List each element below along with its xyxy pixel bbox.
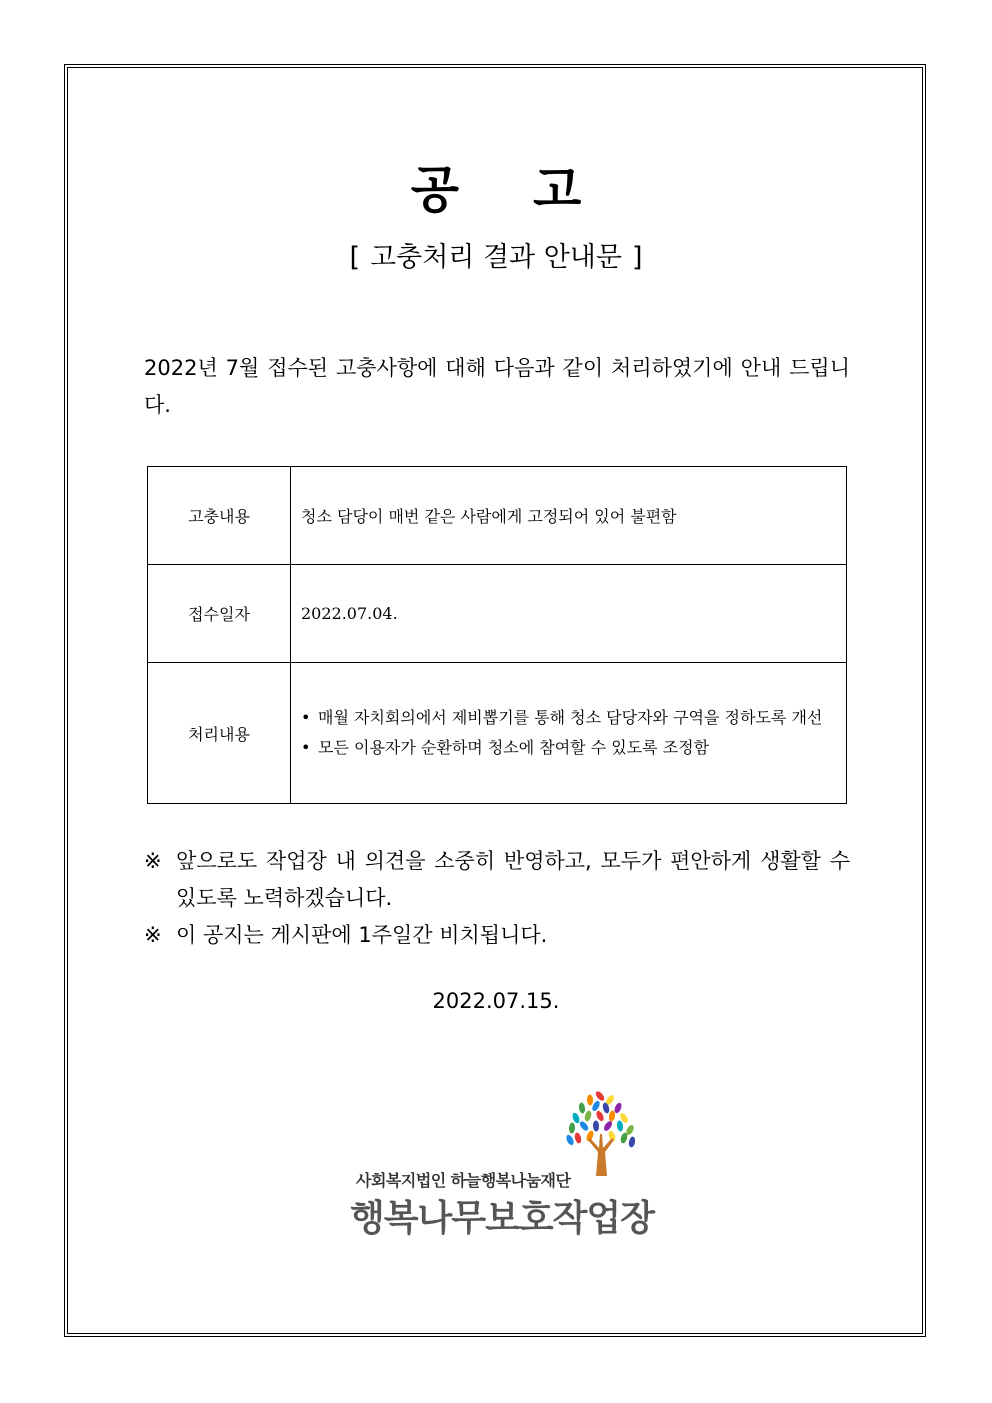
leaf-icon: [616, 1120, 623, 1132]
intro-paragraph: 2022년 7월 접수된 고충사항에 대해 다음과 같이 처리하였기에 안내 드립니다.: [144, 356, 850, 417]
leaf-icon: [594, 1090, 606, 1102]
leaf-icon: [584, 1110, 593, 1122]
grievance-table: [147, 466, 847, 804]
note-item: [144, 917, 850, 954]
subtitle-bracket-close: ]: [631, 242, 643, 273]
row-value-action: [291, 663, 847, 804]
title-char-2: 고: [533, 161, 582, 219]
tree-icon: [552, 1090, 648, 1180]
note-item: [144, 843, 850, 917]
leaf-icon: [565, 1134, 575, 1147]
notice-date: 2022.07.15.: [432, 989, 560, 1013]
leaf-icon: [608, 1110, 616, 1122]
list-item: [301, 703, 836, 733]
tree-trunk: [588, 1134, 614, 1176]
row-label-date: 접수일자: [148, 565, 291, 663]
note-text: 이 공지는 게시판에 1주일간 비치됩니다.: [176, 923, 548, 947]
table-row: [148, 565, 847, 663]
organization-logo: [340, 1090, 660, 1250]
bullet-icon: •: [301, 708, 311, 727]
leaf-icon: [578, 1102, 586, 1114]
table-row: [148, 663, 847, 804]
action-text: 모든 이용자가 순환하며 청소에 참여할 수 있도록 조정함: [318, 738, 710, 757]
workshop-name: 행복나무보호작업장: [350, 1198, 654, 1239]
list-item: [301, 733, 836, 763]
leaf-icon: [628, 1136, 636, 1148]
row-label-content: 고충내용: [148, 467, 291, 565]
reference-mark-icon: ※: [144, 923, 162, 947]
notice-subtitle: [0, 238, 992, 278]
notice-title: [0, 160, 992, 220]
action-list: [301, 703, 836, 763]
notes-section: [144, 843, 850, 954]
action-text: 매월 자치회의에서 제비뽑기를 통해 청소 담당자와 구역을 정하도록 개선: [318, 708, 823, 727]
leaf-icon: [587, 1094, 594, 1105]
leaf-icon: [574, 1132, 582, 1144]
leaf-icon: [595, 1110, 605, 1123]
leaf-icon: [602, 1120, 613, 1132]
row-value-date: 2022.07.04.: [291, 565, 847, 663]
parent-foundation-name: 사회복지법인 하늘행복나눔재단: [356, 1171, 571, 1190]
leaf-icon: [569, 1122, 576, 1133]
row-value-content: 청소 담당이 매번 같은 사람에게 고정되어 있어 불편함: [291, 467, 847, 565]
title-char-1: 공: [410, 161, 459, 219]
bullet-icon: •: [301, 738, 311, 757]
table-row: [148, 467, 847, 565]
note-text: 앞으로도 작업장 내 의견을 소중히 반영하고, 모두가 편안하게 생활할 수 있도록 노력하겠습니다.: [176, 849, 850, 910]
reference-mark-icon: ※: [144, 849, 162, 873]
leaf-icon: [578, 1120, 590, 1132]
subtitle-bracket-open: [: [349, 242, 361, 273]
row-label-action: 처리내용: [148, 663, 291, 804]
leaf-icon: [571, 1112, 581, 1124]
leaf-icon: [593, 1120, 599, 1131]
subtitle-text: 고충처리 결과 안내문: [370, 242, 622, 273]
